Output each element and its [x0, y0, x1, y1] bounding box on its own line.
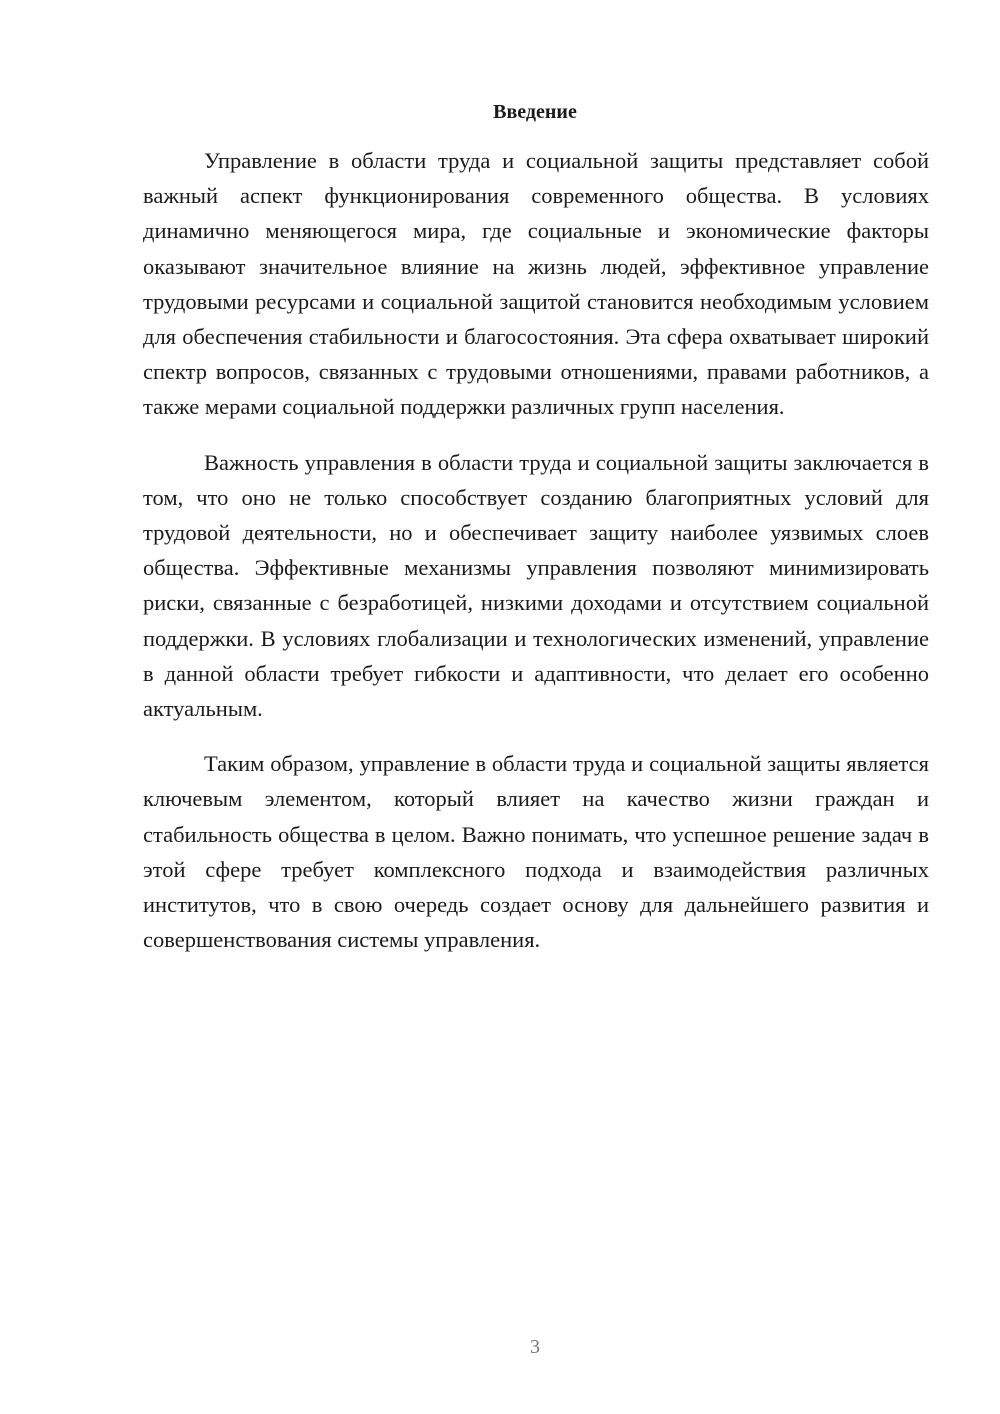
body-text [143, 143, 929, 977]
paragraph-2: Важность управления в области труда и социальной защиты заключается в том, что оно не только способствует созданию благоприятных условий для трудовой деятельности, но и обеспечивает защиту наиболее уязвимых слоев общества. Эффективные механизмы управления позволяют минимизировать риски, связанные с безработицей, низкими доходами и отсутствием социальной поддержки. В условиях глобализации и технологических изменений, управление в данной области требует гибкости и адаптивности, что делает его особенно актуальным. [143, 449, 929, 722]
paragraph-1: Управление в области труда и социальной защиты представляет собой важный аспект функционирования современного общества. В условиях динамично меняющегося мира, где социальные и экономические факторы оказывают значительное влияние на жизнь людей, эффективное управление трудовыми ресурсами и социальной защитой становится необходимым условием для обеспечения стабильности и благосостояния. Эта сфера охватывает широкий спектр вопросов, связанных с трудовыми отношениями, правами работников, а также мерами социальной поддержки различных групп населения. [143, 148, 929, 420]
paragraph-3: Таким образом, управление в области труда и социальной защиты является ключевым элементом, который влияет на качество жизни граждан и стабильность общества в целом. Важно понимать, что успешное решение задач в этой сфере требует комплексного подхода и взаимодействия различных институтов, что в свою очередь создает основу для дальнейшего развития и совершенствования системы управления. [143, 751, 929, 953]
section-heading: Введение [493, 101, 577, 123]
page-number: 3 [530, 1336, 540, 1358]
